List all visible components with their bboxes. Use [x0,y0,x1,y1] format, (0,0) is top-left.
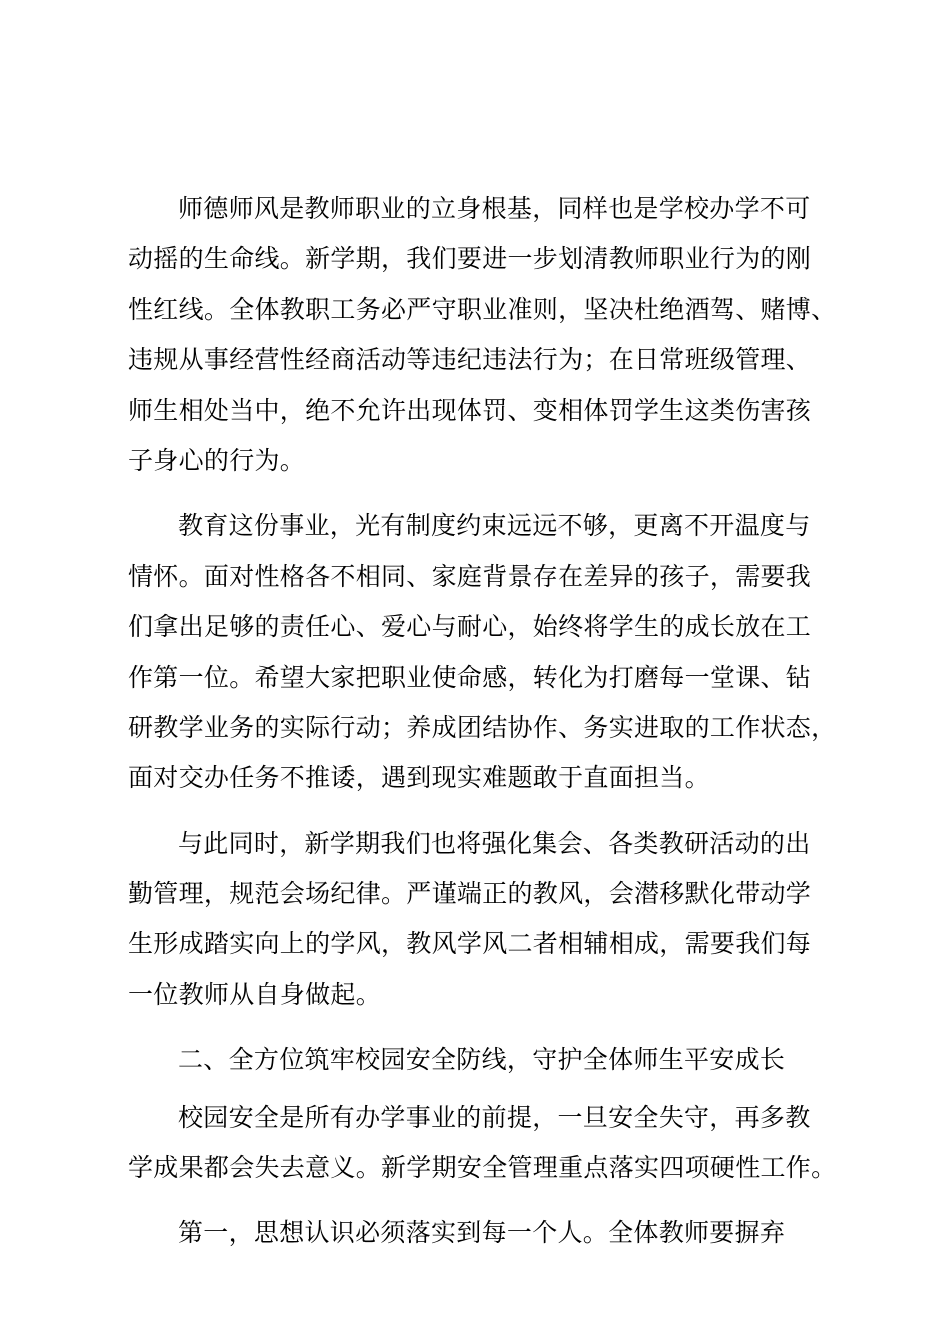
text-line: 们拿出足够的责任心、爱心与耐心，始终将学生的成长放在工 [128,612,812,642]
heading-line: 二、全方位筑牢校园安全防线，守护全体师生平安成长 [178,1045,786,1075]
body-text [128,184,858,1259]
section-heading [128,1035,858,1085]
text-line: 动摇的生命线。新学期，我们要进一步划清教师职业行为的刚 [128,244,812,274]
text-line: 学成果都会失去意义。新学期安全管理重点落实四项硬性工作。 [128,1153,837,1183]
text-line: 勤管理，规范会场纪律。严谨端正的教风，会潜移默化带动学 [128,879,812,909]
paragraph-spacer [128,804,858,819]
text-line: 情怀。面对性格各不相同、家庭背景存在差异的孩子，需要我 [128,561,812,591]
text-line: 作第一位。希望大家把职业使命感，转化为打磨每一堂课、钻 [128,662,812,692]
paragraph-education-warmth [128,501,858,803]
paragraph-spacer [128,1086,858,1093]
paragraph-spacer [128,486,858,501]
text-line: 与此同时，新学期我们也将强化集会、各类教研活动的出 [178,828,811,858]
text-line: 师生相处当中，绝不允许出现体罚、变相体罚学生这类伤害孩 [128,395,812,425]
text-line: 面对交办任务不推诿，遇到现实难题敢于直面担当。 [128,763,710,793]
text-line: 生形成踏实向上的学风，教风学风二者相辅相成，需要我们每 [128,929,812,959]
paragraph-attendance [128,819,858,1021]
text-line: 子身心的行为。 [128,445,306,475]
paragraph-spacer [128,1020,858,1035]
text-line: 一位教师从自身做起。 [128,979,382,1009]
text-line: 第一，思想认识必须落实到每一个人。全体教师要摒弃 [178,1218,786,1248]
text-line: 性红线。全体教职工务必严守职业准则，坚决杜绝酒驾、赌博、 [128,294,837,324]
text-line: 教育这份事业，光有制度约束远远不够，更离不开温度与 [178,511,811,541]
text-line: 违规从事经营性经商活动等违纪违法行为；在日常班级管理、 [128,345,812,375]
paragraph-spacer [128,1193,858,1208]
text-line: 校园安全是所有办学事业的前提，一旦安全失守，再多教 [178,1102,811,1132]
paragraph-campus-safety [128,1093,858,1194]
text-line: 研教学业务的实际行动；养成团结协作、务实进取的工作状态， [128,712,837,742]
paragraph-teacher-ethics [128,184,858,486]
paragraph-first-point [128,1208,858,1258]
text-line: 师德师风是教师职业的立身根基，同样也是学校办学不可 [178,194,811,223]
